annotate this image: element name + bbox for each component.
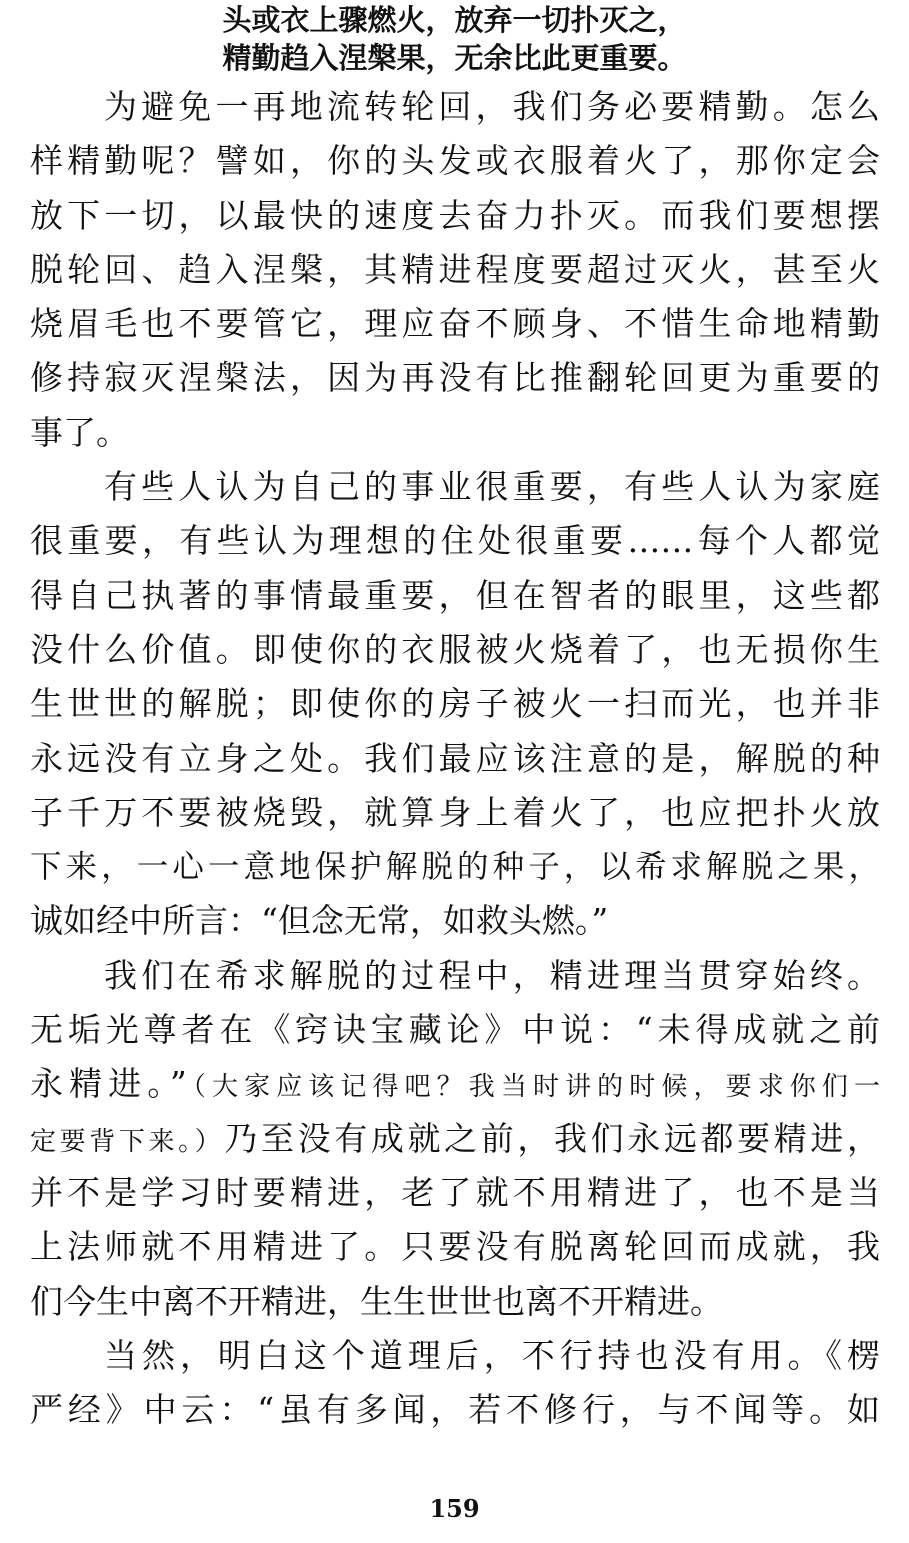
text-line: 样精勤呢？譬如，你的头发或衣服着火了，那你定会: [30, 141, 880, 181]
body-text: [30, 80, 880, 1437]
text-line: 上法师就不用精进了。只要没有脱离轮回而成就，我: [30, 1227, 880, 1267]
text-line: 无垢光尊者在《窍诀宝藏论》中说：“未得成就之前: [30, 1010, 880, 1050]
text-line: 下来，一心一意地保护解脱的种子，以希求解脱之果，: [30, 849, 880, 886]
text-line: 们今生中离不开精进，生生世世也离不开精进。: [30, 1281, 723, 1321]
inline-note: （大家应该记得吧？我当时讲的时候，要求你们一: [186, 1072, 880, 1103]
inline-note: 定要背下来。）: [30, 1126, 225, 1157]
text-segment: 永精进。”: [30, 1064, 187, 1104]
text-line-with-note: [30, 1112, 880, 1166]
text-line: 修持寂灭涅槃法，因为再没有比推翻轮回更为重要的: [30, 358, 880, 398]
text-line: 生世世的解脱；即使你的房子被火一扫而光，也并非: [30, 684, 880, 724]
text-line: 烧眉毛也不要管它，理应奋不顾身、不惜生命地精勤: [30, 304, 880, 344]
text-line: 永远没有立身之处。我们最应该注意的是，解脱的种: [30, 738, 880, 778]
text-line: 有些人认为自己的事业很重要，有些人认为家庭: [104, 467, 880, 507]
page-number: 159: [429, 1494, 480, 1523]
verse-line-1: 头或衣上骤燃火，放弃一切扑灭之，: [222, 3, 687, 37]
text-line: 事了。: [30, 412, 129, 452]
verse-line-2: 精勤趋入涅槃果，无余比此更重要。: [222, 41, 687, 75]
text-line: 脱轮回、趋入涅槃，其精进程度要超过灭火，甚至火: [30, 249, 880, 289]
text-line: 我们在希求解脱的过程中，精进理当贯穿始终。: [104, 955, 880, 995]
text-line: 为避免一再地流转轮回，我们务必要精勤。怎么: [104, 87, 880, 126]
text-line: 严经》中云：“虽有多闻，若不修行，与不闻等。如: [30, 1390, 880, 1430]
text-line: 放下一切，以最快的速度去奋力扑灭。而我们要想摆: [30, 195, 880, 235]
text-line: 没什么价值。即使你的衣服被火烧着了，也无损你生: [30, 629, 880, 669]
text-line: 子千万不要被烧毁，就算身上着火了，也应把扑火放: [30, 792, 880, 832]
text-segment: 乃至没有成就之前，我们永远都要精进，: [224, 1118, 880, 1158]
text-line: 并不是学习时要精进，老了就不用精进了，也不是当: [30, 1172, 880, 1212]
text-line: 很重要，有些认为理想的住处很重要……每个人都觉: [30, 521, 880, 561]
text-line: 诚如经中所言：“但念无常，如救头燃。”: [30, 901, 609, 941]
text-line: 得自己执著的事情最重要，但在智者的眼里，这些都: [30, 575, 880, 615]
text-line-with-note: [30, 1057, 880, 1111]
text-line: 当然，明白这个道理后，不行持也没有用。《楞: [104, 1335, 880, 1375]
